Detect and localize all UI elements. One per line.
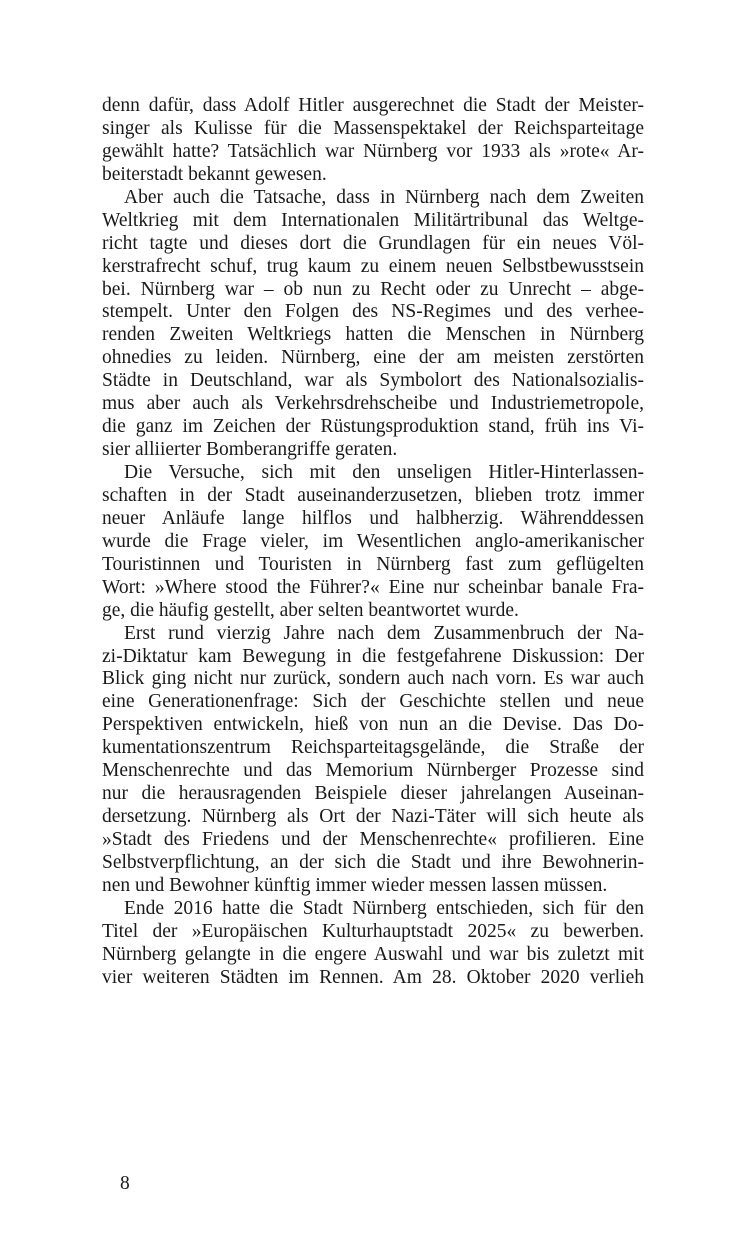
text-line: bei. Nürnberg war – ob nun zu Recht oder zu Unrecht – abge- [102,278,644,300]
text-line: die ganz im Zeichen der Rüstungsproduktion stand, früh ins Vi- [102,416,644,438]
text-line: denn dafür, dass Adolf Hitler ausgerechnet die Stadt der Meister- [102,95,644,116]
text-line: Blick ging nicht nur zurück, sondern auch nach vorn. Es war auch [102,668,644,690]
paragraph [102,95,644,187]
text-line: Nürnberg gelangte in die engere Auswahl und war bis zuletzt mit [102,943,644,965]
text-line: Titel der »Europäischen Kulturhauptstadt 2025« zu bewerben. [102,920,644,942]
text-line: ge, die häufig gestellt, aber selten beantwortet wurde. [102,599,519,621]
text-line: renden Zweiten Weltkriegs hatten die Menschen in Nürnberg [102,324,644,346]
text-line: Die Versuche, sich mit den unseligen Hitler-Hinterlassen- [124,462,644,483]
text-line: vier weiteren Städten im Rennen. Am 28. Oktober 2020 verlieh [102,966,644,988]
text-line: Wort: »Where stood the Führer?« Eine nur scheinbar banale Fra- [102,576,644,598]
text-line: Aber auch die Tatsache, dass in Nürnberg nach dem Zweiten [124,186,644,208]
text-line: kerstrafrecht schuf, trug kaum zu einem neuen Selbstbewusstsein [102,255,644,277]
text-line: schaften in der Stadt auseinanderzusetzen, blieben trotz immer [102,484,644,506]
text-line: Städte in Deutschland, war als Symbolort des Nationalsozialis- [102,370,644,392]
body-text [102,95,644,990]
text-line: Ende 2016 hatte die Stadt Nürnberg entschieden, sich für den [124,897,644,919]
text-line: »Stadt des Friedens und der Menschenrechte« profilieren. Eine [102,829,644,850]
text-line: beiterstadt bekannt gewesen. [102,163,327,185]
text-line: Perspektiven entwickeln, hieß von nun an die Devise. Das Do- [102,714,644,736]
text-line: Menschenrechte und das Memorium Nürnberger Prozesse sind [102,760,644,782]
paragraph [102,187,644,462]
text-line: ohnedies zu leiden. Nürnberg, eine der am meisten zerstörten [102,347,644,369]
page-number: 8 [120,1173,130,1194]
paragraph [102,623,644,898]
text-line: nur die herausragenden Beispiele dieser jahrelangen Auseinan- [102,783,644,805]
text-line: kumentationszentrum Reichsparteitagsgelände, die Straße der [102,737,644,759]
text-line: Erst rund vierzig Jahre nach dem Zusammenbruch der Na- [124,622,644,644]
text-line: stempelt. Unter den Folgen des NS-Regimes und des verhee- [102,301,644,323]
text-line: Selbstverpflichtung, an der sich die Stadt und ihre Bewohnerin- [102,851,644,873]
text-line: eine Generationenfrage: Sich der Geschichte stellen und neue [102,691,644,713]
text-line: zi-Diktatur kam Bewegung in die festgefahrene Diskussion: Der [102,645,644,667]
text-line: Touristinnen und Touristen in Nürnberg fast zum geflügelten [102,553,644,575]
text-line: Weltkrieg mit dem Internationalen Militärtribunal das Weltge- [102,209,644,231]
text-line: mus aber auch als Verkehrsdrehscheibe und Industriemetropole, [102,393,644,415]
paragraph [102,898,644,990]
text-line: neuer Anläufe lange hilflos und halbherzig. Währenddessen [102,507,644,529]
text-line: nen und Bewohner künftig immer wieder messen lassen müssen. [102,874,608,896]
text-line: gewählt hatte? Tatsächlich war Nürnberg vor 1933 als »rote« Ar- [102,140,644,162]
text-line: singer als Kulisse für die Massenspektakel der Reichsparteitage [102,117,644,139]
text-line: sier alliierter Bomberangriffe geraten. [102,439,398,461]
text-line: richt tagte und dieses dort die Grundlagen für ein neues Völ- [102,232,644,254]
text-line: wurde die Frage vieler, im Wesentlichen anglo-amerikanischer [102,530,644,552]
text-line: dersetzung. Nürnberg als Ort der Nazi-Täter will sich heute als [102,806,644,828]
paragraph [102,462,644,623]
